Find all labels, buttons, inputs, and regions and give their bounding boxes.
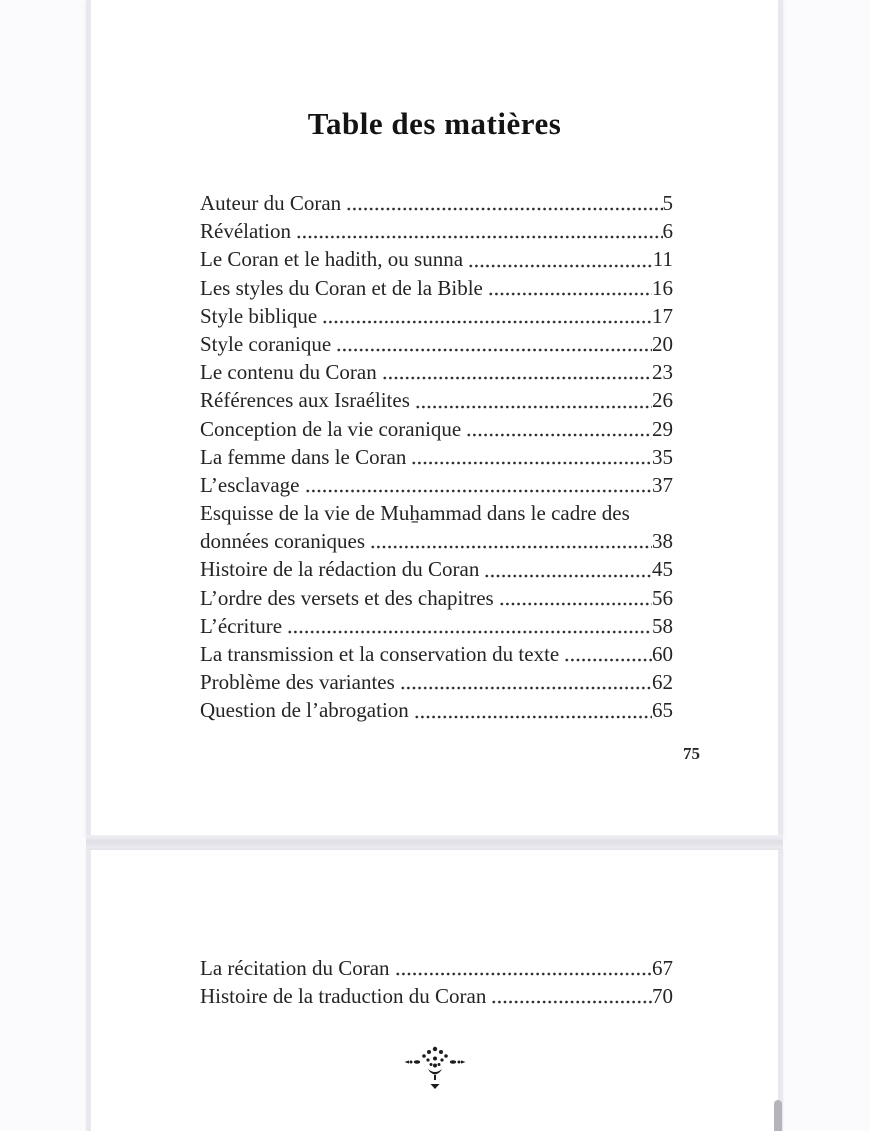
- toc-entry-page: 5: [662, 191, 673, 215]
- toc-entry-label: Histoire de la traduction du Coran: [200, 984, 487, 1009]
- dot-leader: [468, 245, 653, 273]
- toc-entry-page: 23: [652, 360, 673, 385]
- page-gap: [86, 835, 783, 850]
- dot-leader: [400, 668, 652, 696]
- toc-entry: [200, 696, 673, 724]
- toc-entry-label: Les styles du Coran et de la Bible: [200, 275, 483, 300]
- toc-entry-page: 26: [652, 388, 673, 413]
- dot-leader: [491, 982, 652, 1010]
- book-page-75: [86, 0, 783, 835]
- toc-entry-page: 6: [662, 219, 673, 244]
- toc-entry-page: 16: [652, 275, 673, 300]
- dot-leader: [499, 584, 652, 612]
- toc-entry-label: Style coranique: [200, 331, 332, 356]
- toc-entry: [200, 245, 673, 273]
- dot-leader: [346, 189, 662, 217]
- toc-entry: [200, 302, 673, 330]
- dot-leader: [336, 330, 652, 358]
- toc-entry-label: L’écriture: [200, 613, 283, 638]
- dot-leader: [488, 274, 652, 302]
- dot-leader: [395, 954, 652, 982]
- toc-entry: [200, 189, 673, 217]
- fleuron-ornament-icon: [91, 1044, 778, 1095]
- toc-entry-page: 17: [652, 303, 673, 328]
- toc-entry-label: L’ordre des versets et des chapitres: [200, 585, 494, 610]
- page-title: Table des matières: [307, 106, 562, 141]
- toc-entry-page: 35: [652, 444, 673, 469]
- toc-entry: [200, 217, 673, 245]
- dot-leader: [414, 696, 652, 724]
- toc-entry: [200, 358, 673, 386]
- toc-entry-label: Style biblique: [200, 303, 318, 328]
- toc-entry: [200, 640, 673, 668]
- toc-entry-page: 56: [652, 585, 673, 610]
- toc-entry: [200, 612, 673, 640]
- toc-list-page2: [200, 954, 673, 1010]
- toc-entry-label: Le Coran et le hadith, ou sunna: [200, 247, 464, 272]
- toc-entry-page: 29: [652, 416, 673, 441]
- dot-leader: [382, 358, 652, 386]
- toc-entry-label: Conception de la vie coranique: [200, 416, 462, 441]
- scrollbar-thumb[interactable]: [774, 1100, 782, 1131]
- folio-page-number: 75: [683, 744, 700, 763]
- dot-leader: [322, 302, 652, 330]
- toc-entry-label: Histoire de la rédaction du Coran: [200, 557, 480, 582]
- toc-entry-page: 45: [652, 557, 673, 582]
- dot-leader: [370, 527, 652, 555]
- dot-leader: [484, 555, 652, 583]
- toc-entry: [200, 954, 673, 982]
- toc-entry-page: 11: [652, 247, 673, 272]
- toc-entry-label: Auteur du Coran: [200, 191, 342, 215]
- dot-leader: [287, 612, 652, 640]
- toc-entry: [200, 471, 673, 499]
- book-page-next: [86, 850, 783, 1131]
- dot-leader: [411, 443, 652, 471]
- toc-entry: [200, 499, 673, 527]
- toc-entry: [200, 443, 673, 471]
- toc-entry: [200, 584, 673, 612]
- toc-entry-page: 58: [652, 613, 673, 638]
- toc-entry: [200, 668, 673, 696]
- toc-entry: [200, 982, 673, 1010]
- toc-entry-page: 67: [652, 956, 673, 980]
- toc-entry: [200, 274, 673, 302]
- toc-list-page1: [200, 189, 673, 725]
- toc-entry-label: Le contenu du Coran: [200, 360, 377, 385]
- toc-entry-label: Références aux Israélites: [200, 388, 410, 413]
- toc-entry-label: Question de l’abrogation: [200, 698, 409, 723]
- toc-entry-page: 70: [652, 984, 673, 1009]
- toc-entry-label: La femme dans le Coran: [200, 444, 407, 469]
- dot-leader: [466, 415, 652, 443]
- toc-entry-label: L’esclavage: [200, 472, 300, 497]
- toc-entry-page: 38: [652, 529, 673, 554]
- toc-entry-label: La récitation du Coran: [200, 956, 390, 980]
- toc-entry-label: données coraniques: [200, 529, 366, 554]
- dot-leader: [305, 471, 652, 499]
- toc-entry: [200, 415, 673, 443]
- toc-entry: [200, 330, 673, 358]
- toc-entry-page: 62: [652, 670, 673, 695]
- toc-entry-page: 37: [652, 472, 673, 497]
- toc-entry-label: Problème des variantes: [200, 670, 395, 695]
- dot-leader: [296, 217, 663, 245]
- toc-entry-label: La transmission et la conservation du texte: [200, 642, 560, 666]
- toc-entry-page: 60: [652, 642, 673, 666]
- toc-entry: [200, 527, 673, 555]
- toc-entry-label: Révélation: [200, 219, 291, 244]
- toc-entry-label: Esquisse de la vie de Muẖammad dans le cadre des: [200, 501, 630, 526]
- toc-entry: [200, 386, 673, 414]
- toc-entry-page: 20: [652, 331, 673, 356]
- toc-entry: [200, 555, 673, 583]
- dot-leader: [564, 640, 652, 668]
- dot-leader: [415, 386, 652, 414]
- toc-entry-page: 65: [652, 698, 673, 723]
